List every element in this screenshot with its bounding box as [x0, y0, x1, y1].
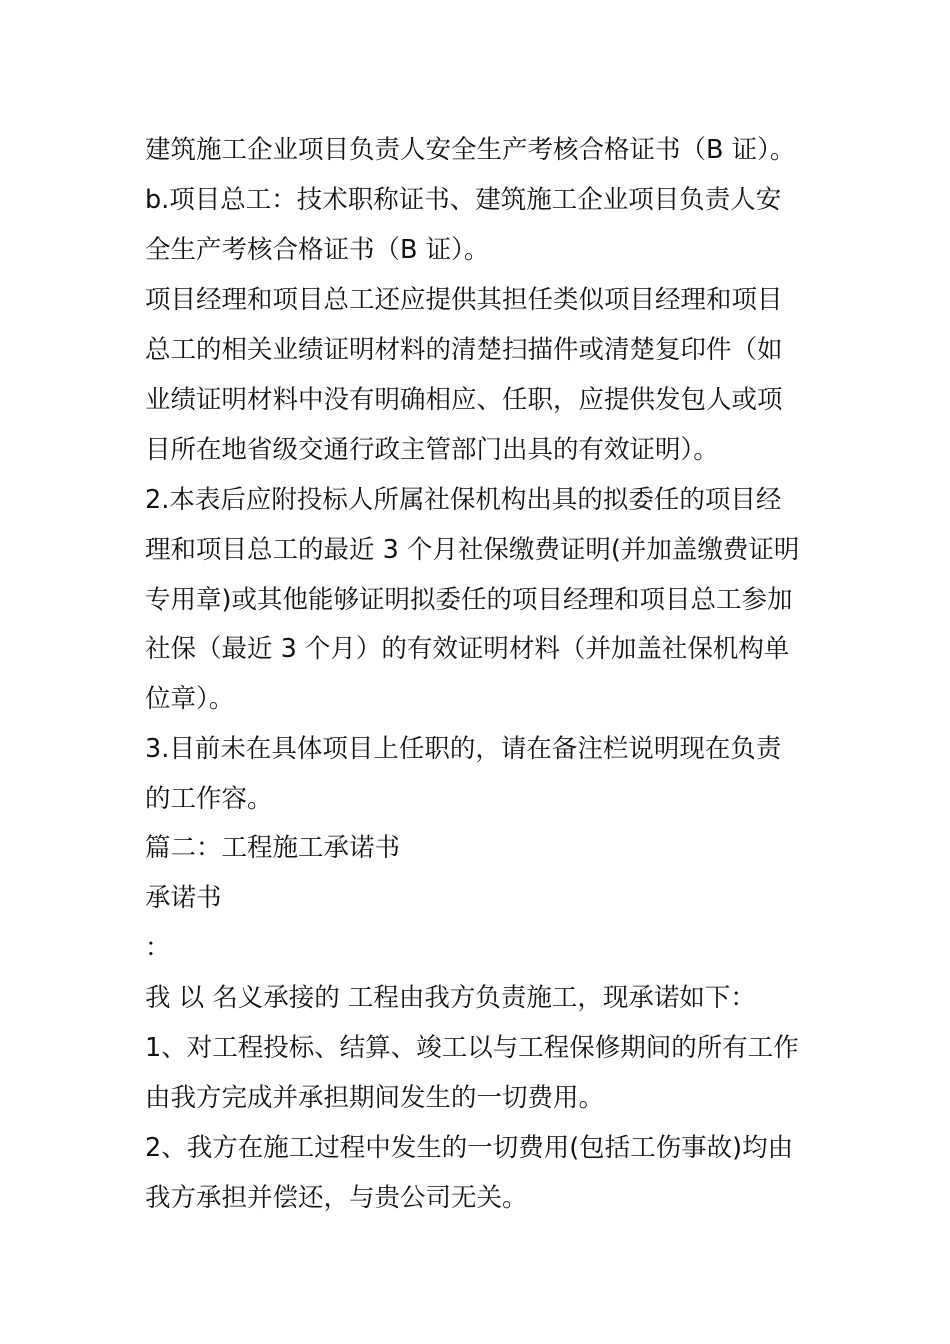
text-line: 我 以 名义承接的 工程由我方负责施工，现承诺如下： [145, 983, 756, 1013]
text-line: 1、对工程投标、结算、竣工以与工程保修期间的所有工作 [145, 1033, 799, 1063]
text-line: 全生产考核合格证书（B 证）。 [145, 235, 490, 265]
text-line: 理和项目总工的最近 3 个月社保缴费证明(并加盖缴费证明 [145, 535, 800, 565]
text-line: 由我方完成并承担期间发生的一切费用。 [145, 1083, 605, 1113]
section-heading: 篇二：工程施工承诺书 [145, 833, 401, 863]
addressee-line: ： [145, 933, 171, 963]
text-line: 专用章)或其他能够证明拟委任的项目经理和项目总工参加 [145, 585, 793, 615]
text-line: 2.本表后应附投标人所属社保机构出具的拟委任的项目经 [145, 485, 782, 515]
text-line: 业绩证明材料中没有明确相应、任职，应提供发包人或项 [145, 385, 783, 415]
text-line: b.项目总工：技术职称证书、建筑施工企业项目负责人安 [145, 185, 782, 215]
text-line: 项目经理和项目总工还应提供其担任类似项目经理和项目 [145, 285, 783, 315]
text-line: 社保（最近 3 个月）的有效证明材料（并加盖社保机构单 [145, 634, 790, 664]
text-line: 2、我方在施工过程中发生的一切费用(包括工伤事故)均由 [145, 1133, 794, 1163]
text-line: 位章）。 [145, 684, 235, 714]
document-title: 承诺书 [145, 883, 222, 913]
text-line: 目所在地省级交通行政主管部门出具的有效证明）。 [145, 435, 719, 465]
text-line: 我方承担并偿还，与贵公司无关。 [145, 1183, 528, 1213]
text-line: 建筑施工企业项目负责人安全生产考核合格证书（B 证）。 [145, 135, 796, 165]
text-line: 的工作容。 [145, 784, 273, 814]
text-line: 3.目前未在具体项目上任职的，请在备注栏说明现在负责 [145, 734, 782, 764]
text-line: 总工的相关业绩证明材料的清楚扫描件或清楚复印件（如 [145, 335, 783, 365]
